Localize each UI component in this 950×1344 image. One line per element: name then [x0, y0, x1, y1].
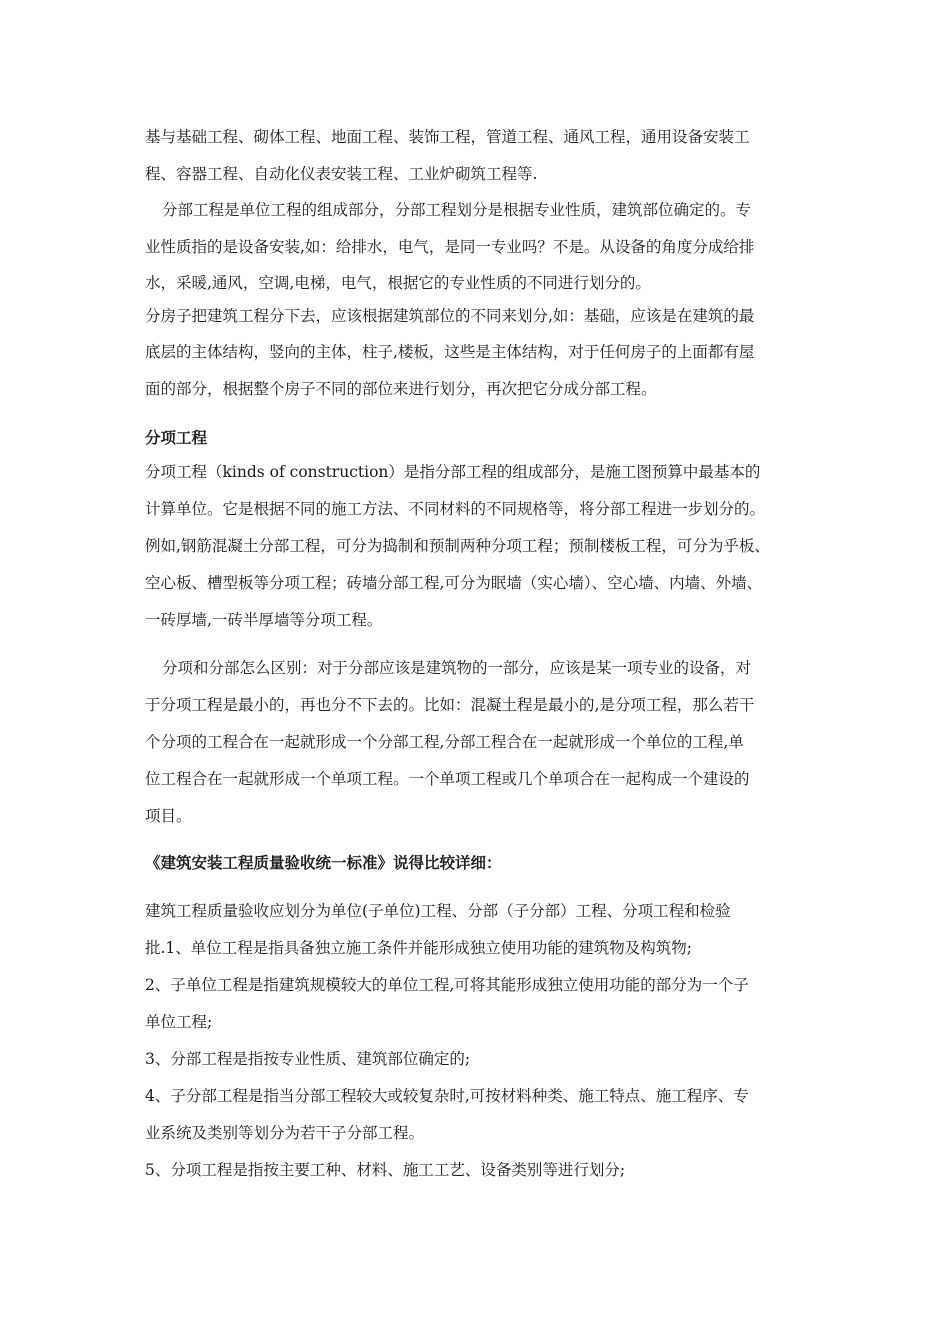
paragraph-line: 3、分部工程是指按专业性质、建筑部位确定的; — [145, 1050, 471, 1068]
paragraph-line: 计算单位。它是根据不同的施工方法、不同材料的不同规格等，将分部工程进一步划分的。 — [145, 500, 766, 518]
paragraph-line: 业系统及类别等划分为若干子分部工程。 — [145, 1124, 425, 1142]
paragraph-line: 于分项工程是最小的，再也分不下去的。比如：混凝土程是最小的,是分项工程，那么若干 — [145, 696, 755, 714]
paragraph-line: 业性质指的是设备安装,如：给排水，电气，是同一专业吗？不是。从设备的角度分成给排 — [145, 238, 755, 256]
paragraph-line: 分项工程（kinds of construction）是指分部工程的组成部分，是施工图预算中最基本的 — [145, 463, 761, 481]
paragraph-line: 例如,钢筋混凝土分部工程，可分为捣制和预制两种分项工程；预制楼板工程，可分为乎板、 — [145, 537, 770, 555]
paragraph-line: 面的部分，根据整个房子不同的部位来进行划分，再次把它分成分部工程。 — [145, 380, 657, 398]
paragraph-line: 水，采暖,通风，空调,电梯，电气，根据它的专业性质的不同进行划分的。 — [145, 274, 651, 292]
paragraph-line: 项目。 — [145, 807, 192, 825]
section-heading: 分项工程 — [145, 429, 208, 447]
paragraph-line: 建筑工程质量验收应划分为单位(子单位)工程、分部（子分部）工程、分项工程和检验 — [145, 902, 731, 920]
section-heading: 《建筑安装工程质量验收统一标准》说得比较详细： — [145, 854, 502, 872]
paragraph-line: 分部工程是单位工程的组成部分，分部工程划分是根据专业性质，建筑部位确定的。专 — [162, 201, 752, 219]
paragraph-line: 程、容器工程、自动化仪表安装工程、工业炉砌筑工程等. — [145, 165, 538, 183]
paragraph-line: 5、分项工程是指按主要工种、材料、施工工艺、设备类别等进行划分; — [145, 1161, 626, 1179]
paragraph-line: 基与基础工程、砌体工程、地面工程、装饰工程，管道工程、通风工程，通用设备安装工 — [145, 128, 750, 146]
paragraph-line: 单位工程; — [145, 1013, 213, 1031]
paragraph-line: 批.1、单位工程是指具备独立施工条件并能形成独立使用功能的建筑物及构筑物; — [145, 939, 693, 957]
paragraph-line: 2、子单位工程是指建筑规模较大的单位工程,可将其能形成独立使用功能的部分为一个子 — [145, 976, 749, 994]
paragraph-line: 分项和分部怎么区别：对于分部应该是建筑物的一部分，应该是某一项专业的设备，对 — [162, 659, 752, 677]
paragraph-line: 个分项的工程合在一起就形成一个分部工程,分部工程合在一起就形成一个单位的工程,单 — [145, 733, 744, 751]
paragraph-line: 一砖厚墙,一砖半厚墙等分项工程。 — [145, 611, 383, 629]
paragraph-line: 空心板、槽型板等分项工程；砖墙分部工程,可分为眠墙（实心墙）、空心墙、内墙、外墙、 — [145, 574, 763, 592]
paragraph-line: 位工程合在一起就形成一个单项工程。一个单项工程或几个单项合在一起构成一个建设的 — [145, 770, 750, 788]
paragraph-line: 底层的主体结构，竖向的主体，柱子,楼板，这些是主体结构，对于任何房子的上面都有屋 — [145, 343, 755, 361]
paragraph-line: 4、子分部工程是指当分部工程较大或较复杂时,可按材料种类、施工特点、施工程序、专 — [145, 1087, 749, 1105]
paragraph-line: 分房子把建筑工程分下去，应该根据建筑部位的不同来划分,如：基础，应该是在建筑的最 — [145, 307, 755, 325]
